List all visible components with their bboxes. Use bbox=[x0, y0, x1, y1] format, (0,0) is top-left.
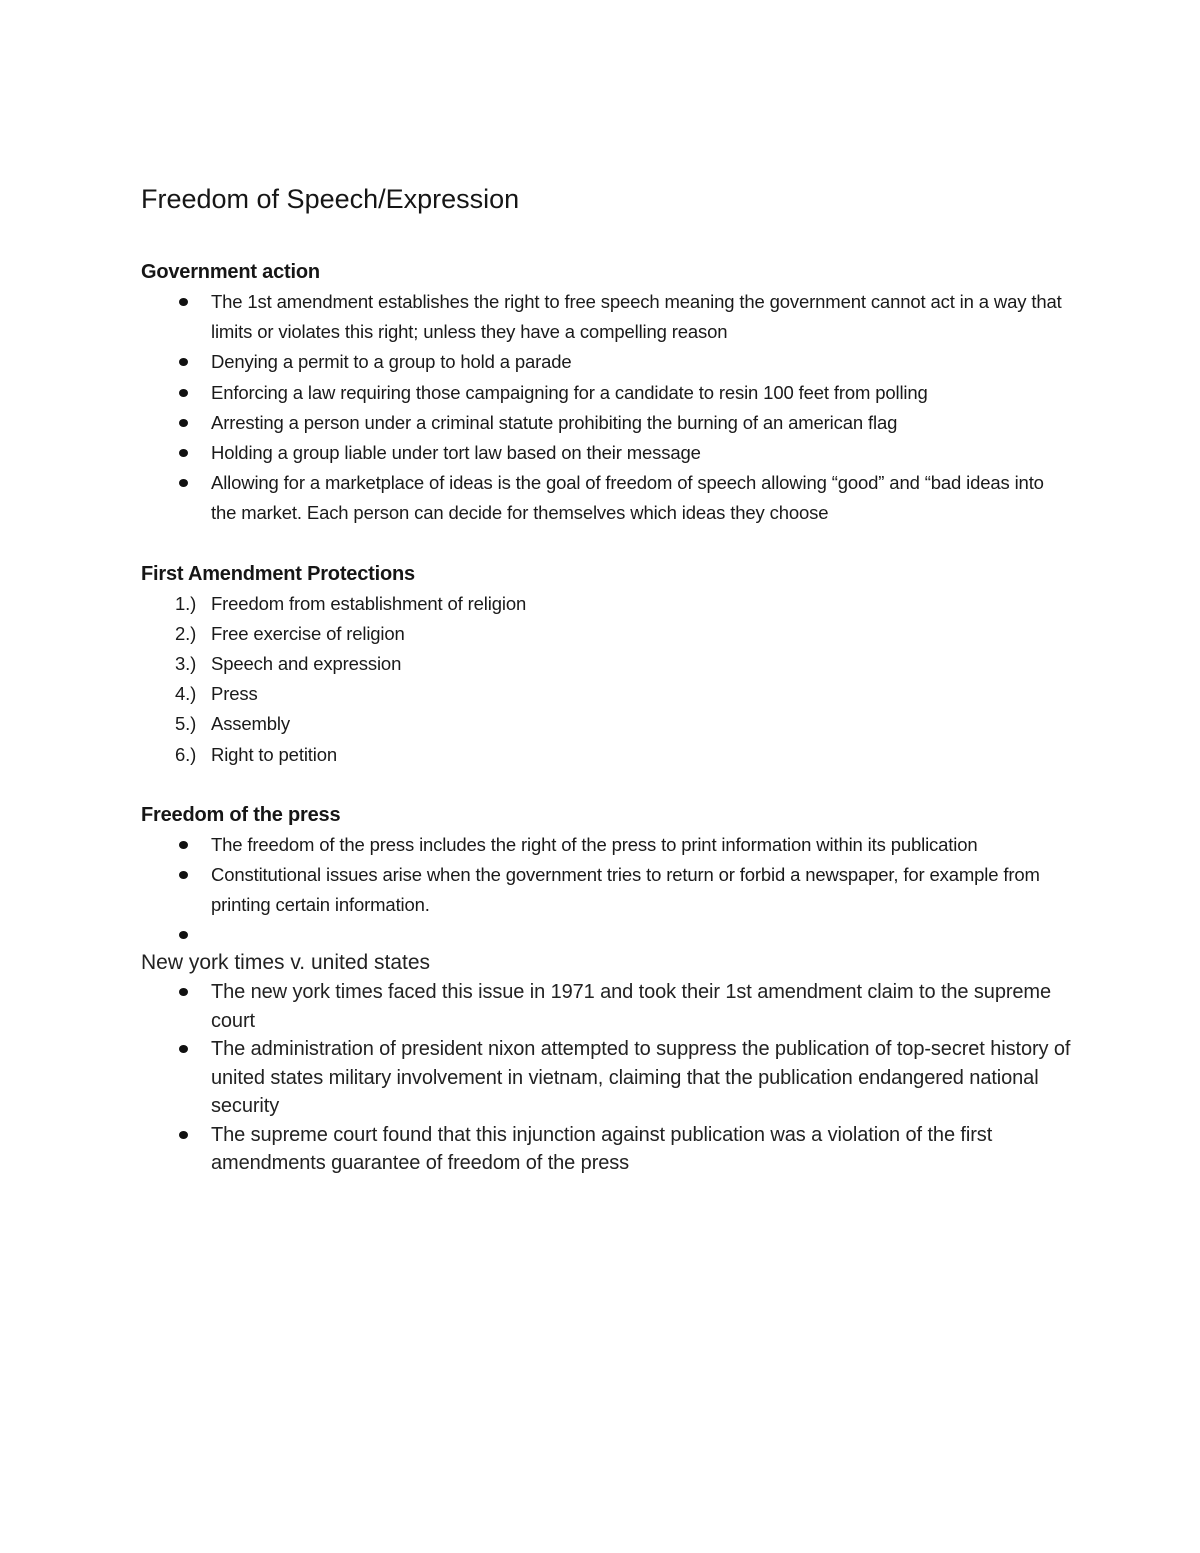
bullet-icon bbox=[179, 449, 188, 457]
list-item-text: The 1st amendment establishes the right to free speech meaning the government cannot act in a way that limits or violates this right; unless they have a compelling reason bbox=[211, 291, 1062, 343]
item-number: 3.) bbox=[175, 653, 197, 675]
numbered-item bbox=[141, 619, 1071, 649]
bullet-icon bbox=[179, 931, 188, 939]
bullet-icon bbox=[179, 419, 188, 427]
freedom-of-press-list bbox=[141, 830, 1071, 951]
numbered-item bbox=[141, 709, 1071, 739]
list-item-text: The new york times faced this issue in 1971 and took their 1st amendment claim to the supreme court bbox=[211, 981, 1052, 1032]
list-item bbox=[141, 1035, 1071, 1121]
list-item-text: Allowing for a marketplace of ideas is the goal of freedom of speech allowing “good” and “bad ideas into the market. Each person can decide for themselves which ideas they choose bbox=[211, 472, 1044, 524]
numbered-item bbox=[141, 589, 1071, 619]
list-item-text: Free exercise of religion bbox=[211, 622, 405, 644]
heading-freedom-of-press: Freedom of the press bbox=[141, 803, 341, 826]
bullet-icon bbox=[179, 1131, 188, 1139]
item-number: 1.) bbox=[175, 592, 197, 614]
list-item-text: The supreme court found that this injunction against publication was a violation of the first amendments guarantee of freedom of the press bbox=[211, 1123, 993, 1175]
list-item-text: Constitutional issues arise when the government tries to return or forbid a newspaper, for example from printing certain information. bbox=[211, 864, 1040, 916]
numbered-item bbox=[141, 649, 1071, 679]
bullet-icon bbox=[179, 479, 188, 487]
list-item-text: The administration of president nixon attempted to suppress the publication of top-secret history of united states military involvement in vietnam, claiming that the publication endangered national security bbox=[211, 1038, 1071, 1118]
item-number: 6.) bbox=[175, 743, 197, 765]
document-title: Freedom of Speech/Expression bbox=[141, 184, 520, 214]
list-item bbox=[141, 378, 1071, 408]
heading-case: New york times v. united states bbox=[141, 951, 431, 975]
list-item-text: Holding a group liable under tort law based on their message bbox=[211, 442, 701, 464]
list-item bbox=[141, 830, 1071, 860]
list-item-text: Right to petition bbox=[211, 743, 338, 765]
list-item bbox=[141, 1121, 1071, 1178]
bullet-icon bbox=[179, 988, 188, 996]
bullet-icon bbox=[179, 389, 188, 397]
bullet-icon bbox=[179, 841, 188, 849]
heading-first-amendment-protections: First Amendment Protections bbox=[141, 562, 415, 585]
list-item bbox=[141, 978, 1071, 1035]
list-item bbox=[141, 468, 1071, 528]
list-item bbox=[141, 438, 1071, 468]
bullet-icon bbox=[179, 358, 188, 366]
bullet-icon bbox=[179, 1045, 188, 1053]
list-item bbox=[141, 860, 1071, 920]
list-item-text: Freedom from establishment of religion bbox=[211, 592, 527, 614]
document-page bbox=[141, 150, 1071, 1178]
item-number: 4.) bbox=[175, 683, 197, 705]
heading-government-action: Government action bbox=[141, 261, 320, 283]
list-item bbox=[141, 408, 1071, 438]
numbered-item bbox=[141, 740, 1071, 770]
list-item bbox=[141, 347, 1071, 377]
list-item-text: Enforcing a law requiring those campaigning for a candidate to resin 100 feet from polling bbox=[211, 381, 928, 403]
case-list bbox=[141, 978, 1071, 1178]
list-item-empty bbox=[141, 920, 1071, 950]
list-item-text: Arresting a person under a criminal statute prohibiting the burning of an american flag bbox=[211, 411, 898, 433]
item-number: 2.) bbox=[175, 622, 197, 644]
list-item-text: Press bbox=[211, 683, 258, 705]
item-number: 5.) bbox=[175, 713, 197, 735]
government-action-list bbox=[141, 287, 1071, 529]
list-item-text: The freedom of the press includes the right of the press to print information within its publication bbox=[211, 833, 978, 855]
protections-list bbox=[141, 589, 1071, 770]
bullet-icon bbox=[179, 298, 188, 306]
bullet-icon bbox=[179, 871, 188, 879]
list-item bbox=[141, 287, 1071, 347]
list-item-text: Speech and expression bbox=[211, 653, 402, 675]
list-item-text: Denying a permit to a group to hold a parade bbox=[211, 351, 572, 373]
list-item-text: Assembly bbox=[211, 713, 290, 735]
numbered-item bbox=[141, 679, 1071, 709]
